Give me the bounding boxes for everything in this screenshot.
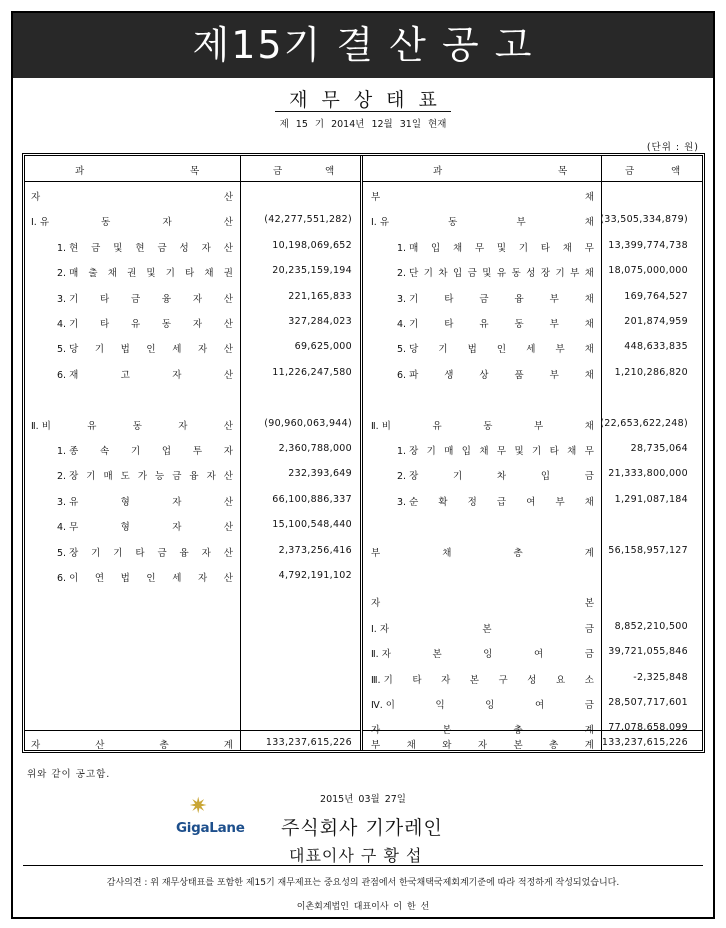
table-header	[25, 156, 360, 182]
total-label: 자 산 총 계	[31, 740, 233, 751]
company-name: 주식회사 기가레인	[281, 817, 443, 839]
table-row	[25, 462, 360, 487]
statement-date: 제 15 기 2014년 12월 31일 현재	[279, 119, 447, 130]
amount-value: 327,284,023	[288, 316, 352, 327]
account-label: 부 채	[371, 192, 594, 203]
header-account-1: 과	[433, 166, 443, 177]
amount-value: 1,291,087,184	[614, 493, 688, 505]
account-label: 1. 종 속 기 업 투 자	[57, 446, 233, 457]
logo-wordmark: GigaLane	[176, 820, 245, 836]
amount-value: (33,505,334,879)	[600, 214, 688, 226]
table-row	[363, 640, 702, 665]
account-label: 5. 당 기 법 인 세 부 채	[397, 344, 594, 356]
total-label: 부 채 와 자 본 총 계	[371, 740, 594, 751]
liabilities-equity-side	[360, 156, 702, 750]
table-row	[363, 488, 702, 513]
table-row	[25, 539, 360, 564]
amount-value: 39,721,055,846	[608, 646, 688, 658]
unit-label: (단위 : 원)	[646, 142, 699, 153]
amount-value: (42,277,551,282)	[264, 214, 352, 226]
account-label: 1. 매 입 채 무 및 기 타 채 무	[397, 242, 594, 254]
account-label: 2. 장 기 차 입 금	[397, 471, 594, 483]
amount-value: 169,764,527	[624, 290, 688, 302]
amount-value: 69,625,000	[294, 341, 352, 353]
amount-value: 2,360,788,000	[278, 443, 352, 454]
banner-title: 제15기 결 산 공 고	[192, 23, 534, 67]
divider	[23, 865, 703, 866]
account-label: Ⅱ. 비 유 동 부 채	[371, 420, 594, 432]
table-row	[363, 259, 702, 284]
table-row	[25, 208, 360, 233]
table-row	[25, 285, 360, 310]
account-label: 1. 장 기 매 입 채 무 및 기 타 채 무	[397, 446, 594, 457]
table-row	[25, 513, 360, 538]
table-row	[363, 310, 702, 335]
table-row	[363, 462, 702, 487]
account-label: 4. 기 타 유 동 부 채	[397, 319, 594, 330]
ceo-name: 대표이사 구 황 섭	[289, 846, 423, 865]
table-row	[25, 183, 360, 208]
table-row	[25, 412, 360, 437]
account-label: Ⅰ. 유 동 자 산	[31, 217, 233, 229]
amount-value: 21,333,800,000	[608, 468, 688, 480]
table-row	[363, 208, 702, 233]
account-label: Ⅱ. 자 본 잉 여 금	[371, 649, 594, 661]
auditor-signature: 이촌회계법인 대표이사 이 한 선	[296, 902, 430, 912]
amount-value: 1,210,286,820	[614, 366, 688, 378]
table-row	[25, 386, 360, 411]
account-label: Ⅰ. 유 동 부 채	[371, 217, 594, 229]
account-label: 3. 기 타 금 융 부 채	[397, 293, 594, 305]
table-row	[363, 666, 702, 691]
amount-value: 11,226,247,580	[272, 366, 352, 378]
header-account-2: 목	[190, 166, 200, 177]
account-label: 6. 이 연 법 인 세 자 산	[57, 573, 233, 584]
table-row	[25, 488, 360, 513]
table-row	[25, 437, 360, 462]
table-row	[363, 285, 702, 310]
table-row	[363, 437, 702, 462]
table-row	[363, 412, 702, 437]
account-label: 5. 당 기 법 인 세 자 산	[57, 344, 233, 356]
amount-value: 66,100,886,337	[272, 493, 352, 505]
header-account-1: 과	[75, 166, 85, 177]
account-label: 5. 장 기 기 타 금 융 자 산	[57, 547, 233, 559]
table-row	[25, 310, 360, 335]
account-label: 6. 파 생 상 품 부 채	[397, 369, 594, 381]
account-label: 3. 기 타 금 융 자 산	[57, 293, 233, 305]
amount-value: 77,078,658,099	[608, 722, 688, 734]
header-amount-1: 금	[625, 166, 635, 177]
statement-title: 재무상태표	[13, 85, 713, 112]
account-label: 부 채 총 계	[371, 547, 594, 559]
assets-side	[25, 156, 360, 750]
announcement-banner	[13, 13, 713, 78]
star-burst-icon: ✷	[189, 794, 208, 819]
amount-value: 448,633,835	[624, 341, 688, 353]
amount-value: 10,198,069,652	[272, 239, 352, 251]
table-row	[25, 361, 360, 386]
account-label: 자 본	[371, 598, 594, 610]
amount-value: 18,075,000,000	[608, 265, 688, 277]
table-row	[363, 589, 702, 614]
amount-value: 28,735,064	[630, 443, 688, 454]
table-row	[25, 335, 360, 360]
account-label: Ⅳ. 이 익 잉 여 금	[371, 700, 594, 711]
account-label: 1. 현 금 및 현 금 성 자 산	[57, 242, 233, 254]
header-amount-1: 금	[273, 166, 283, 177]
balance-sheet-table	[22, 153, 705, 753]
total-row	[363, 730, 702, 756]
table-row	[363, 539, 702, 564]
notice-text: 위와 같이 공고함.	[27, 769, 111, 780]
account-label: Ⅰ. 자 본 금	[371, 623, 594, 635]
table-row	[363, 386, 702, 411]
account-label: 3. 순 확 정 급 여 부 채	[397, 496, 594, 508]
table-row	[363, 335, 702, 360]
amount-value: 2,373,256,416	[278, 544, 352, 556]
account-label: Ⅲ. 기 타 자 본 구 성 요 소	[371, 674, 594, 686]
amount-value: 201,874,959	[624, 316, 688, 327]
audit-opinion: 감사의견 : 위 재무상태표를 포함한 제15기 재무제표는 중요성의 관점에서 한국채택국제회계기준에 따라 적정하게 작성되었습니다.	[106, 878, 620, 888]
table-row	[363, 361, 702, 386]
notice-frame	[11, 11, 715, 919]
amount-value: (22,653,622,248)	[600, 417, 688, 429]
header-account-2: 목	[558, 166, 568, 177]
amount-value: 56,158,957,127	[608, 544, 688, 556]
amount-value: (90,960,063,944)	[264, 417, 352, 429]
table-row	[25, 259, 360, 284]
table-row	[363, 183, 702, 208]
table-row	[363, 691, 702, 716]
account-label: Ⅱ. 비 유 동 자 산	[31, 420, 233, 432]
table-row	[363, 615, 702, 640]
announcement-date: 2015년 03월 27일	[320, 794, 406, 805]
company-logo	[176, 796, 246, 846]
amount-value: 13,399,774,738	[608, 239, 688, 251]
account-label: 2. 단 기 차 입 금 및 유 동 성 장 기 부 채	[397, 268, 594, 280]
total-amount: 133,237,615,226	[601, 737, 688, 748]
account-label: 2. 장 기 매 도 가 능 금 융 자 산	[57, 471, 233, 483]
table-row	[363, 234, 702, 259]
table-row	[363, 513, 702, 538]
table-row	[25, 234, 360, 259]
amount-value: -2,325,848	[633, 671, 688, 683]
total-amount: 133,237,615,226	[265, 737, 352, 748]
header-amount-2: 액	[325, 166, 335, 177]
amount-value: 15,100,548,440	[272, 519, 352, 531]
account-label: 4. 기 타 유 동 자 산	[57, 319, 233, 330]
account-label: 3. 유 형 자 산	[57, 496, 233, 508]
account-label: 6. 재 고 자 산	[57, 369, 233, 381]
table-row	[363, 564, 702, 589]
account-label: 2. 매 출 채 권 및 기 타 채 권	[57, 268, 233, 280]
amount-value: 20,235,159,194	[272, 265, 352, 277]
table-header	[363, 156, 702, 182]
account-label: 4. 무 형 자 산	[57, 522, 233, 534]
account-label: 자 산	[31, 192, 233, 203]
amount-value: 232,393,649	[288, 468, 352, 480]
amount-value: 4,792,191,102	[278, 570, 352, 581]
amount-value: 221,165,833	[288, 290, 352, 302]
total-row	[25, 730, 360, 756]
amount-value: 28,507,717,601	[608, 697, 688, 708]
table-row	[25, 564, 360, 589]
amount-value: 8,852,210,500	[614, 620, 688, 632]
account-label: 자 본 총 계	[371, 725, 594, 737]
header-amount-2: 액	[671, 166, 681, 177]
